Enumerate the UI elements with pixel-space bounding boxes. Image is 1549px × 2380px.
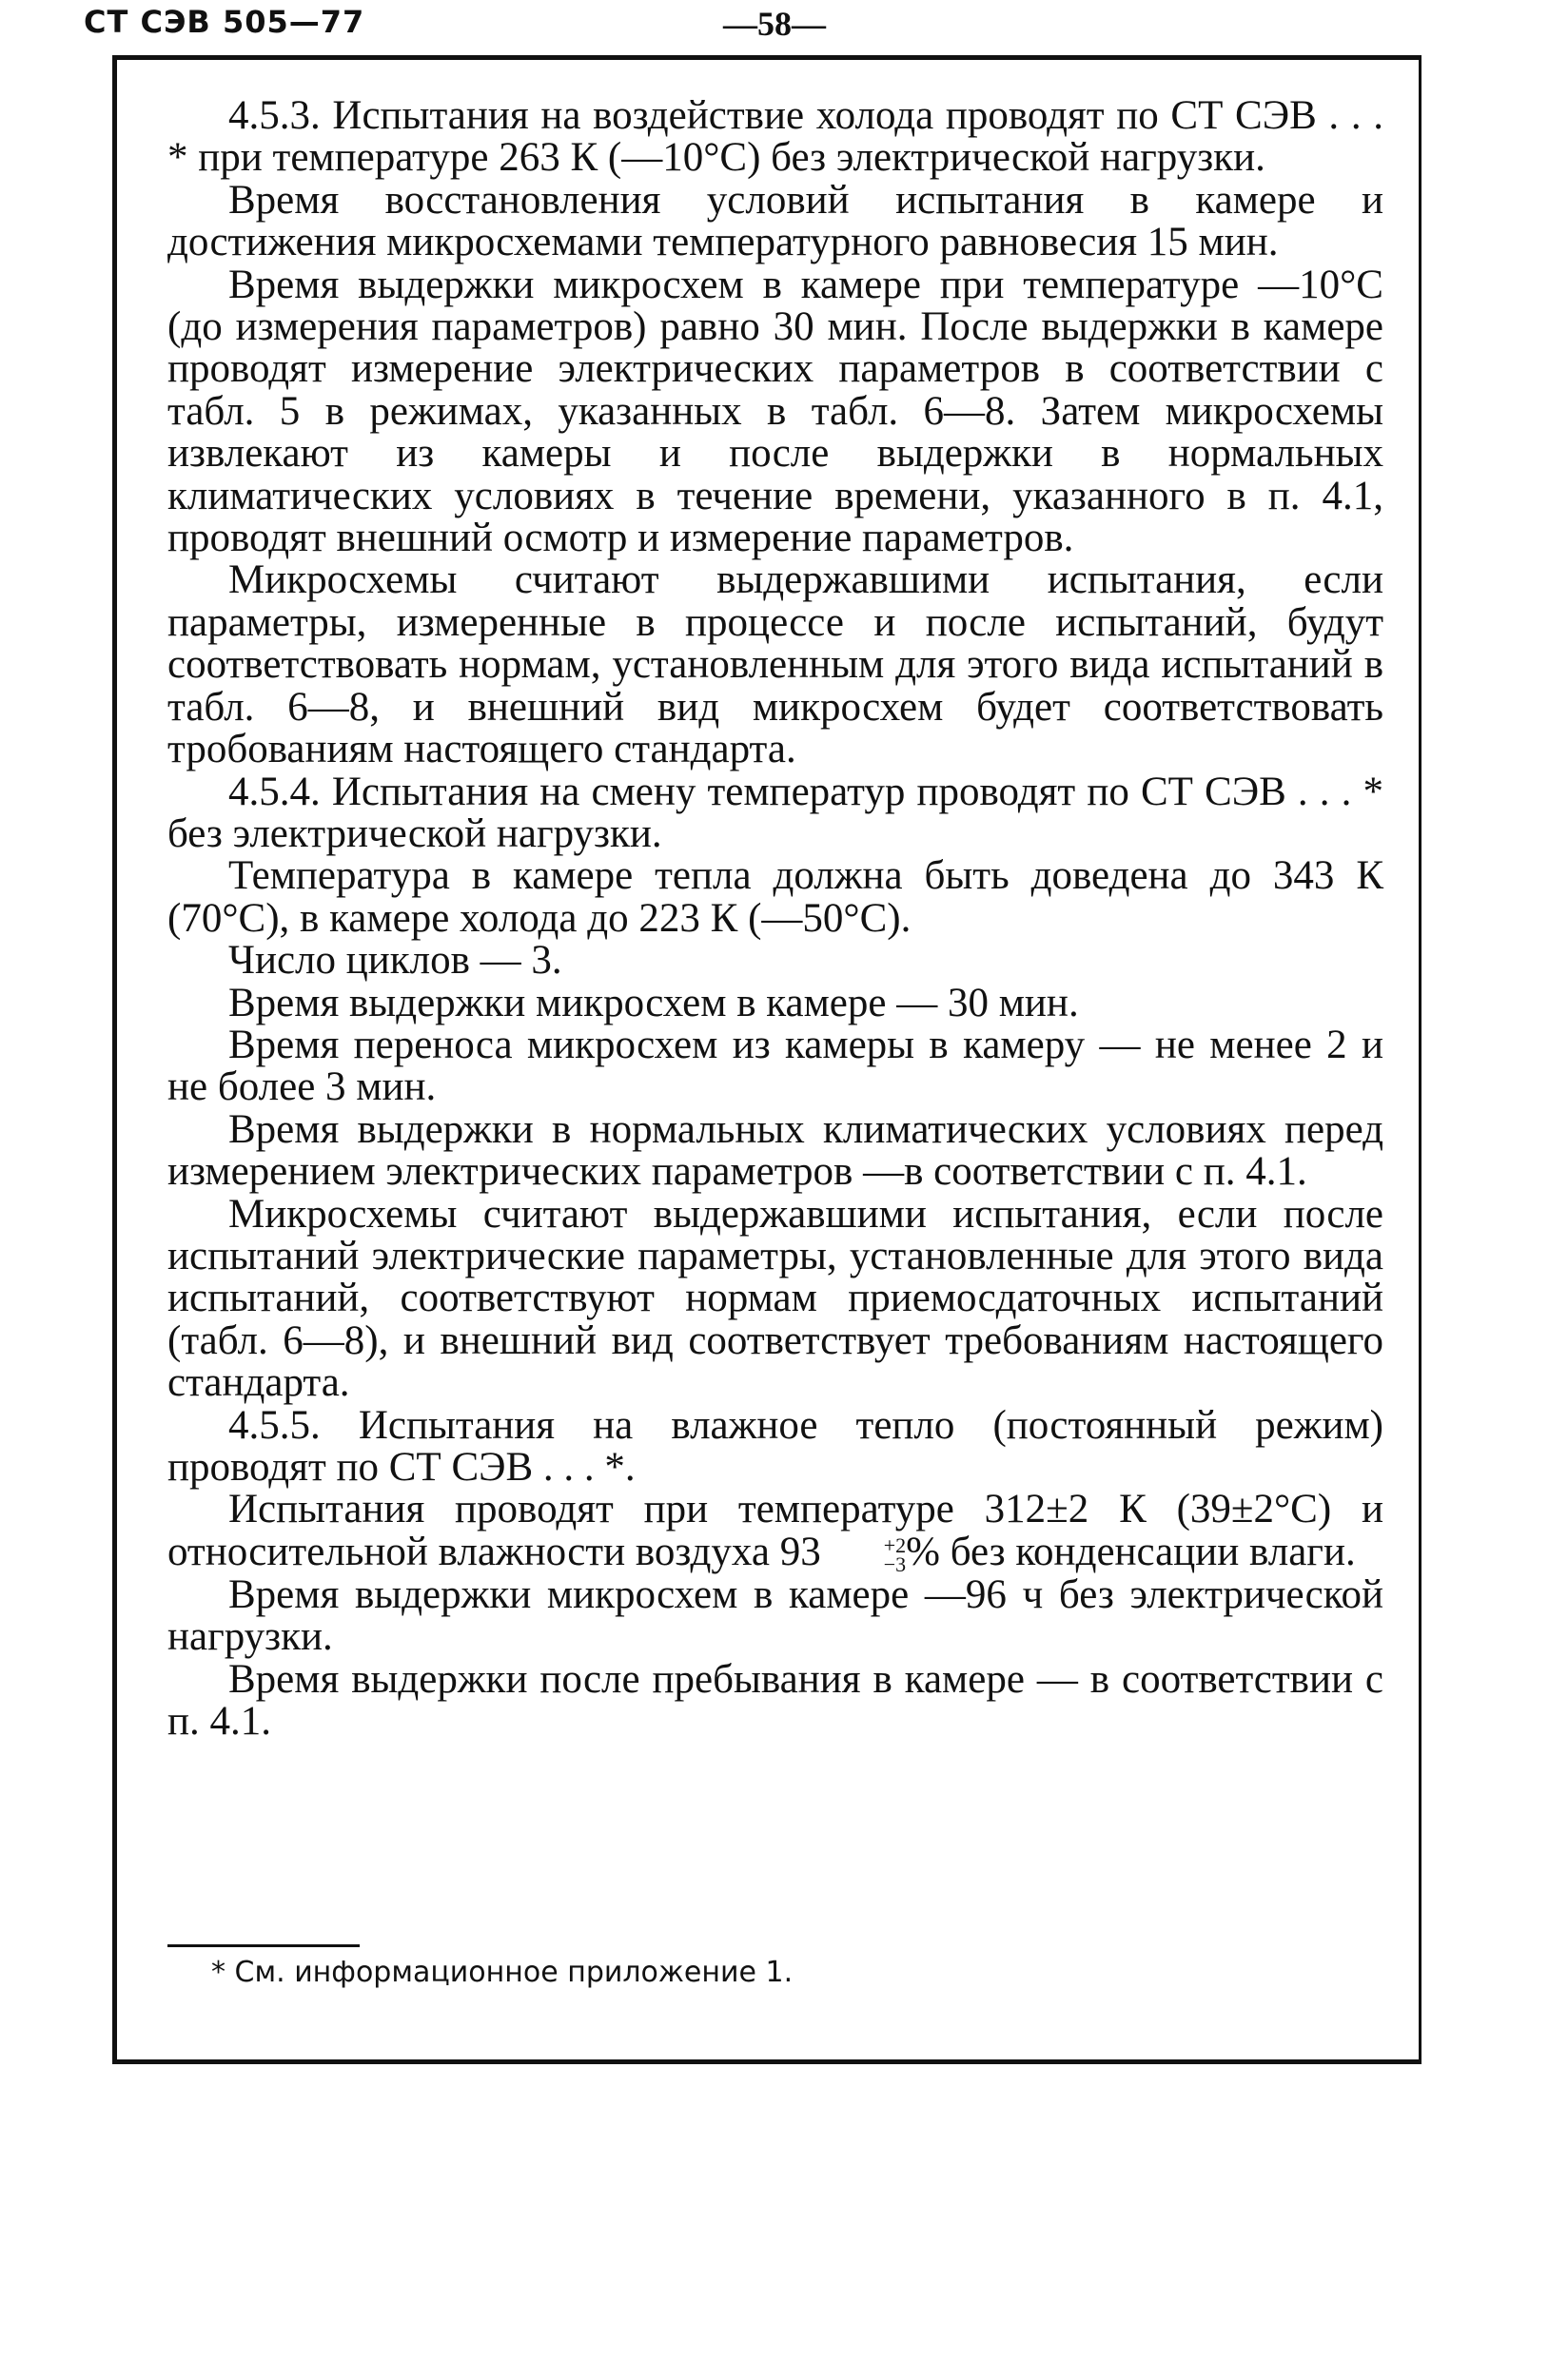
paragraph: Микросхемы считают выдержавшими испытания, если после испытаний электрические параметры, установленные для этого вида испытаний, соответствуют нормам приемосдаточных испытаний (табл. 6—8), и внешний вид соответствует требованиям настоящего стандарта. bbox=[167, 1191, 1383, 1406]
humidity-text-before: Испытания проводят при температуре 312±2 К (39±2°С) и относительной влажности воздуха 93 bbox=[167, 1487, 1383, 1574]
paragraph: Микросхемы считают выдержавшими испытания, если параметры, измеренные в процессе и после испытаний, будут соответствовать нормам, установленным для этого вида испытаний в табл. 6—8, и внешний вид микросхем будет соответствовать тробованиям настоящего стандарта. bbox=[167, 557, 1383, 772]
paragraph: Время выдержки микросхем в камере — 30 мин. bbox=[228, 980, 1079, 1025]
humidity-paragraph bbox=[167, 1489, 1383, 1574]
footnote-rule bbox=[167, 1944, 360, 1947]
tolerance-lower: −3 bbox=[883, 1551, 907, 1576]
paragraph: 4.5.3. Испытания на воздействие холода проводят по СТ СЭВ . . . * при температуре 263 К (—10°С) без электрической нагрузки. bbox=[167, 93, 1383, 181]
humidity-text-after: % без конденсации влаги. bbox=[906, 1529, 1356, 1574]
paragraph: Время выдержки микросхем в камере —96 ч без электрической нагрузки. bbox=[167, 1571, 1383, 1660]
page-number: —58— bbox=[723, 5, 826, 43]
paragraph: Время выдержки после пребывания в камере — в соответствии с п. 4.1. bbox=[167, 1656, 1383, 1745]
paragraph: Температура в камере тепла должна быть доведена до 343 К (70°С), в камере холода до 223 К (—50°С). bbox=[167, 853, 1383, 941]
paragraph: Время выдержки в нормальных климатических условиях перед измерением электрических параметров —в соответствии с п. 4.1. bbox=[167, 1106, 1383, 1195]
tolerance-upper: +2 bbox=[883, 1532, 907, 1557]
humidity-tolerance bbox=[823, 1532, 907, 1576]
paragraph: Время переноса микросхем из камеры в камеру — не менее 2 и не более 3 мин. bbox=[167, 1022, 1383, 1110]
document-code: СТ СЭВ 505—77 bbox=[84, 4, 365, 40]
main-text bbox=[167, 95, 1383, 1744]
paragraph: Время выдержки микросхем в камере при температуре —10°С (до измерения параметров) равно 30 мин. После выдержки в камере проводят измерение электрических параметров в соответствии с табл. 5 в режимах, указанных в табл. 6—8. Затем микросхемы извлекают из камеры и после выдержки в нормальных климатических условиях в течение времени, указанного в п. 4.1, проводят внешний осмотр и измерение параметров. bbox=[167, 262, 1383, 561]
paragraph: 4.5.5. Испытания на влажное тепло (постоянный режим) проводят по СТ СЭВ . . . *. bbox=[167, 1402, 1383, 1490]
footnote: * См. информационное приложение 1. bbox=[211, 1956, 794, 1989]
paragraph: Время восстановления условий испытания в камере и достижения микросхемами температурного равновесия 15 мин. bbox=[167, 177, 1383, 265]
paragraph: Число циклов — 3. bbox=[228, 938, 562, 984]
paragraph: 4.5.4. Испытания на смену температур проводят по СТ СЭВ . . . * без электрической нагрузки. bbox=[167, 769, 1383, 856]
